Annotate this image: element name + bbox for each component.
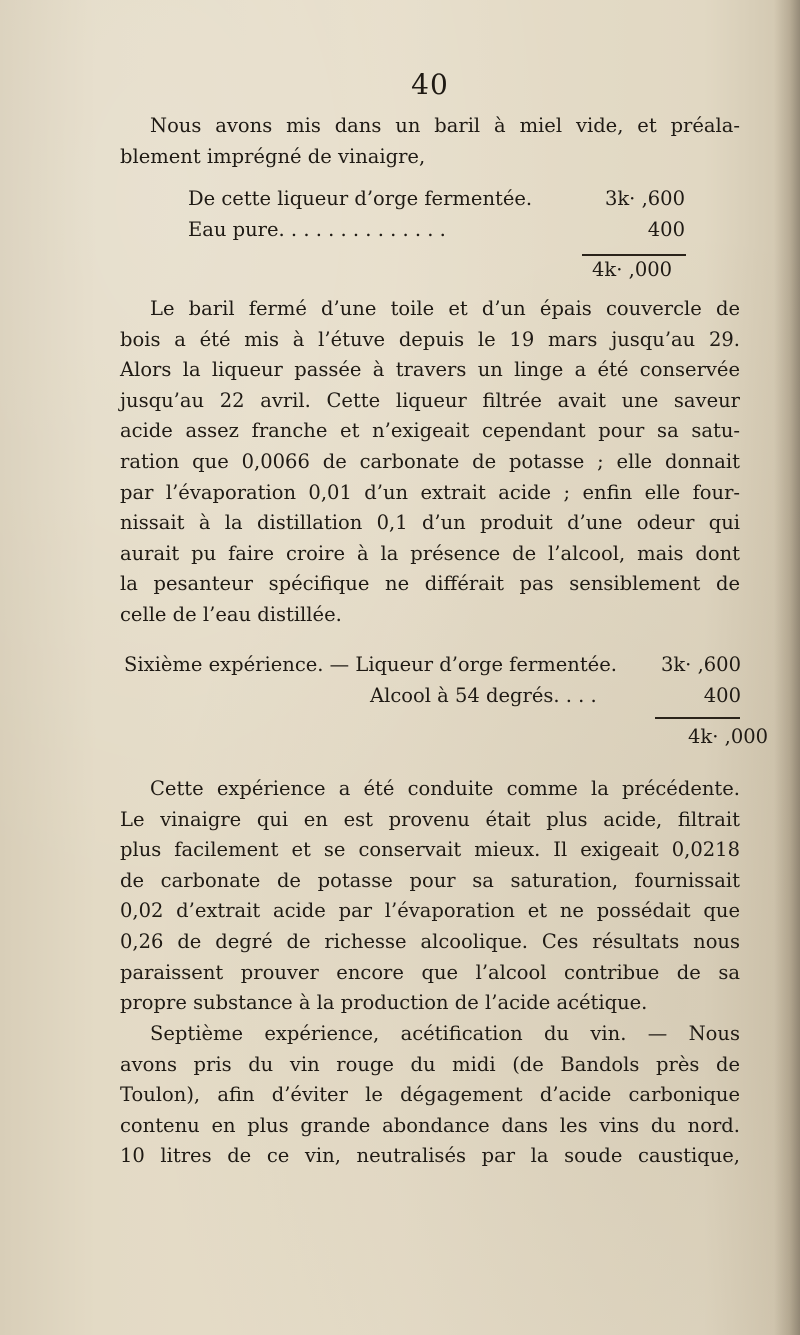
recipe-row: [124, 681, 741, 712]
text-line: de carbonate de potasse pour sa saturation, fournissait: [120, 868, 740, 892]
text-line: 10 litres de ce vin, neutralisés par la soude caustique,: [120, 1144, 740, 1168]
recipe-ingredient: Alcool à 54 degrés. . . .: [370, 683, 597, 707]
text-line: Le baril fermé d’une toile et d’un épais couvercle de: [150, 297, 740, 320]
recipe-ingredient: Sixième expérience. — Liqueur d’orge fermentée.: [124, 653, 617, 676]
recipe-table-1: [188, 184, 685, 245]
text-line: acide assez franche et n’exigeait cependant pour sa satu-: [120, 419, 740, 443]
text-line: Nous avons mis dans un baril à miel vide, et préala-: [150, 114, 740, 137]
recipe-table-2: [124, 650, 741, 711]
text-line: celle de l’eau distillée.: [120, 602, 342, 626]
text-line: ration que 0,0066 de carbonate de potasse ; elle donnait: [120, 449, 740, 473]
text-line: la pesanteur spécifique ne différait pas sensiblement de: [120, 572, 740, 596]
text-line: bois a été mis à l’étuve depuis le 19 mars jusqu’au 29.: [120, 327, 740, 351]
recipe-row: [124, 650, 741, 681]
text-line: 0,02 d’extrait acide par l’évaporation et ne possédait que: [120, 899, 740, 923]
text-line: 0,26 de degré de richesse alcoolique. Ces résultats nous: [120, 929, 740, 953]
recipe-quantity: 400: [703, 683, 741, 707]
recipe-total: 4k· ,000: [688, 725, 769, 748]
recipe-total: 4k· ,000: [592, 258, 673, 281]
text-line: Toulon), afin d’éviter le dégagement d’acide carbonique: [120, 1083, 740, 1107]
text-line: nissait à la distillation 0,1 d’un produit d’une odeur qui: [120, 511, 740, 535]
recipe-ingredient: De cette liqueur d’orge fermentée.: [188, 187, 533, 210]
recipe-quantity: 400: [647, 217, 685, 241]
recipe-quantity: 3k· ,600: [604, 187, 685, 210]
text-line: paraissent prouver encore que l’alcool contribue de sa: [120, 960, 740, 984]
text-line: Septième expérience, acétification du vin. — Nous: [150, 1022, 740, 1045]
paragraph-1: [120, 294, 740, 631]
recipe-row: [188, 215, 685, 246]
intro-paragraph: [120, 111, 740, 172]
page-number: 40: [411, 68, 449, 101]
page-edge-shadow: [774, 0, 800, 1335]
text-line: Alors la liqueur passée à travers un linge a été conservée: [120, 358, 740, 382]
recipe-ingredient: Eau pure. . . . . . . . . . . . . .: [188, 217, 446, 241]
text-line: propre substance à la production de l’acide acétique.: [120, 991, 648, 1015]
paragraph-2: [120, 774, 740, 1019]
text-line: plus facilement et se conservait mieux. Il exigeait 0,0218: [120, 838, 740, 862]
paragraph-3: [120, 1019, 740, 1172]
recipe-row: [188, 184, 685, 215]
recipe-quantity: 3k· ,600: [660, 653, 741, 676]
text-line: aurait pu faire croire à la présence de l’alcool, mais dont: [120, 541, 740, 565]
text-line: Le vinaigre qui en est provenu était plus acide, filtrait: [120, 807, 740, 831]
text-line: contenu en plus grande abondance dans les vins du nord.: [120, 1113, 740, 1137]
text-line: avons pris du vin rouge du midi (de Bandols près de: [120, 1052, 740, 1076]
text-line: blement imprégné de vinaigre,: [120, 144, 426, 168]
sum-rule: [582, 254, 686, 256]
text-line: Cette expérience a été conduite comme la précédente.: [150, 777, 740, 800]
sum-rule: [655, 717, 740, 719]
text-line: jusqu’au 22 avril. Cette liqueur filtrée avait une saveur: [120, 388, 740, 412]
text-line: par l’évaporation 0,01 d’un extrait acide ; enfin elle four-: [120, 480, 740, 504]
